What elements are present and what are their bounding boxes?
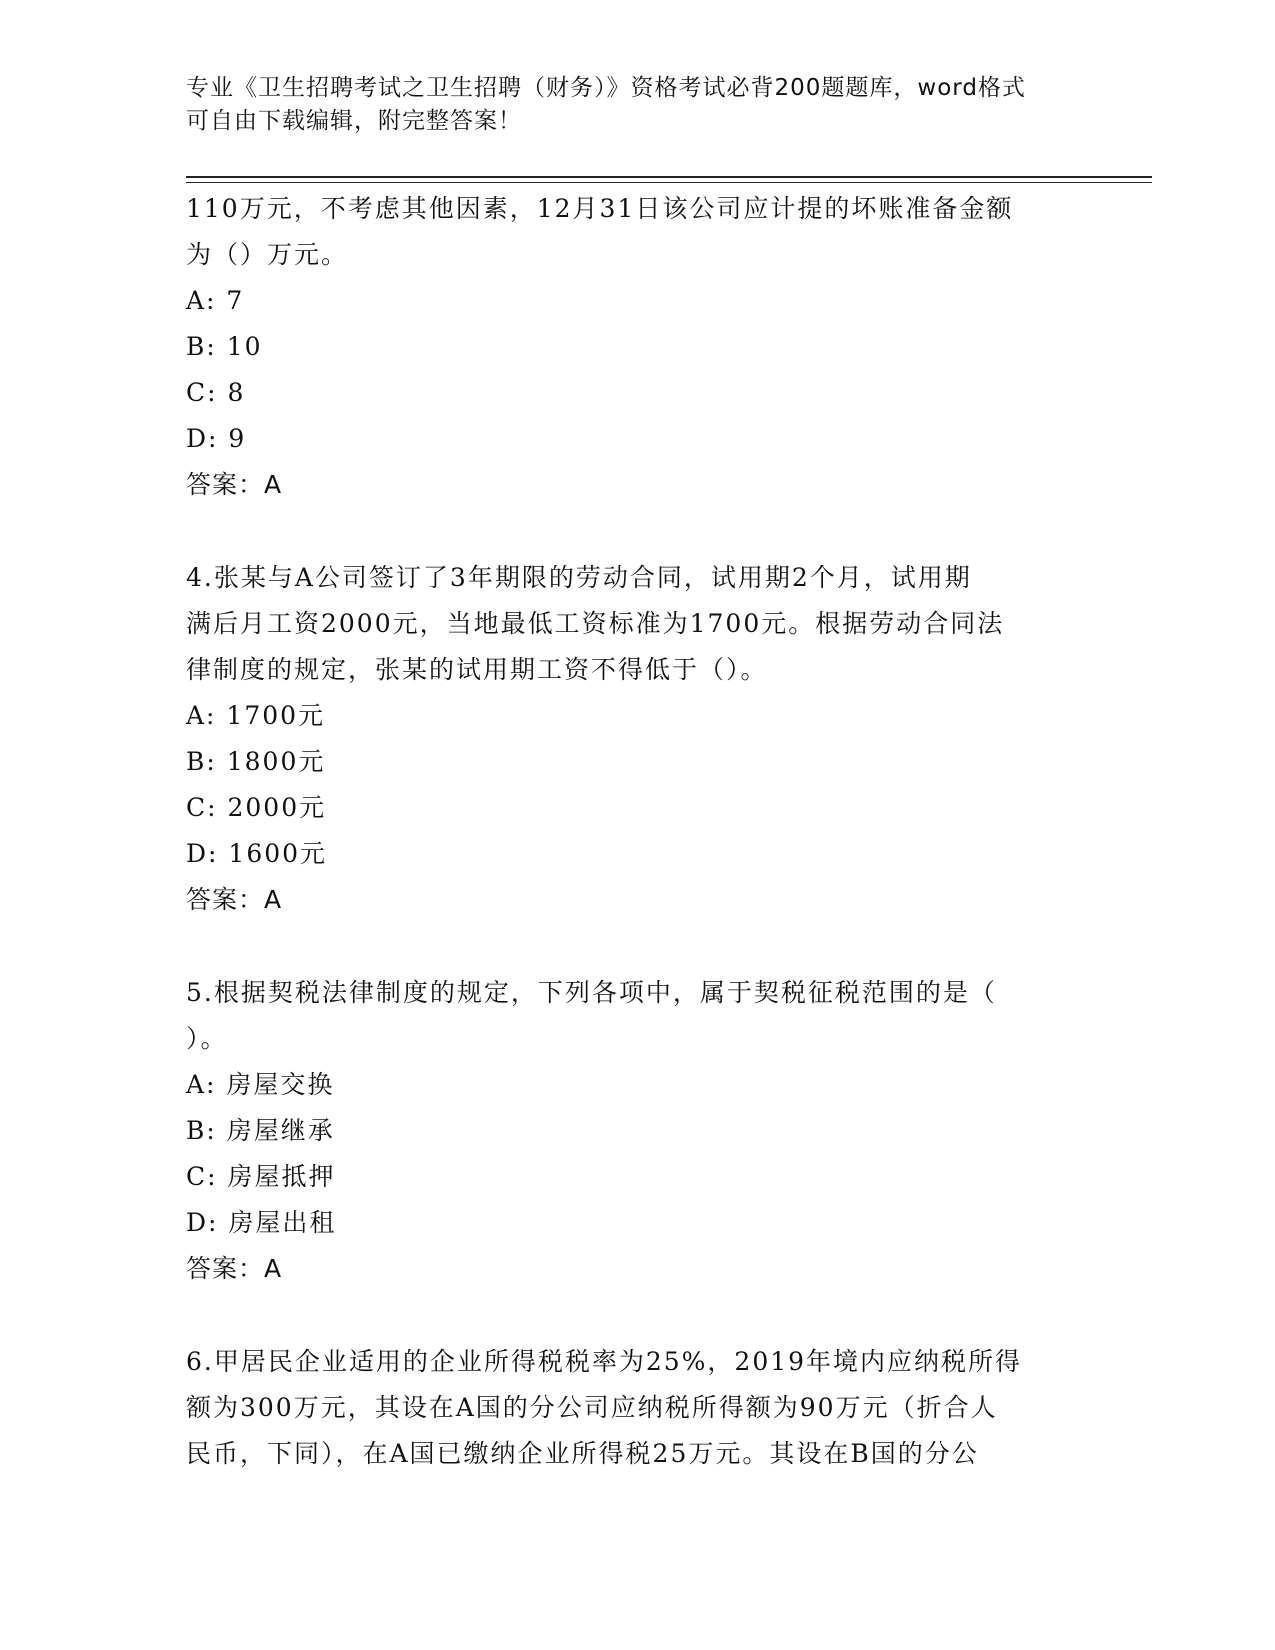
header-line-1: 专业《卫生招聘考试之卫生招聘（财务）》资格考试必背200题题库，word格式 <box>186 75 1026 101</box>
option-b: B: 房屋继承 <box>186 1116 335 1145</box>
option-d: D: 房屋出租 <box>186 1208 337 1237</box>
question-text-line: 6.甲居民企业适用的企业所得税税率为25%，2019年境内应纳税所得 <box>186 1347 1023 1376</box>
question-text-line: 额为300万元，其设在A国的分公司应纳税所得额为90万元（折合人 <box>186 1393 998 1422</box>
question-text-line: ）。 <box>186 1024 228 1053</box>
answer-line: 答案：A <box>186 470 283 499</box>
question-3 <box>186 186 1086 508</box>
question-text-line: 满后月工资2000元，当地最低工资标准为1700元。根据劳动合同法 <box>186 609 1005 638</box>
question-text-line: 律制度的规定，张某的试用期工资不得低于（）。 <box>186 655 768 684</box>
header-divider-thick <box>186 176 1152 178</box>
question-text-line: 民币，下同），在A国已缴纳企业所得税25万元。其设在B国的分公 <box>186 1439 979 1468</box>
option-c: C: 房屋抵押 <box>186 1162 336 1191</box>
question-6 <box>186 1339 1086 1477</box>
question-text-line: 5.根据契税法律制度的规定，下列各项中，属于契税征税范围的是（ <box>186 978 997 1007</box>
question-text-line: 4.张某与A公司签订了3年期限的劳动合同，试用期2个月，试用期 <box>186 563 972 592</box>
option-a: A: 1700元 <box>186 701 326 730</box>
option-a: A: 房屋交换 <box>186 1070 335 1099</box>
option-d: D: 9 <box>186 424 247 453</box>
header-divider-thin <box>186 182 1152 183</box>
question-text-line: 110万元，不考虑其他因素，12月31日该公司应计提的坏账准备金额 <box>186 194 1014 223</box>
question-4 <box>186 555 1086 923</box>
option-b: B: 10 <box>186 332 263 361</box>
question-text-line: 为（）万元。 <box>186 240 349 269</box>
document-header <box>186 72 1086 138</box>
option-d: D: 1600元 <box>186 839 328 868</box>
header-line-2: 可自由下载编辑，附完整答案！ <box>186 108 522 134</box>
answer-line: 答案：A <box>186 1254 283 1283</box>
question-5 <box>186 970 1086 1292</box>
option-a: A: 7 <box>186 286 245 315</box>
answer-line: 答案：A <box>186 885 283 914</box>
option-c: C: 2000元 <box>186 793 327 822</box>
question-list <box>186 186 1086 1477</box>
option-c: C: 8 <box>186 378 246 407</box>
option-b: B: 1800元 <box>186 747 326 776</box>
